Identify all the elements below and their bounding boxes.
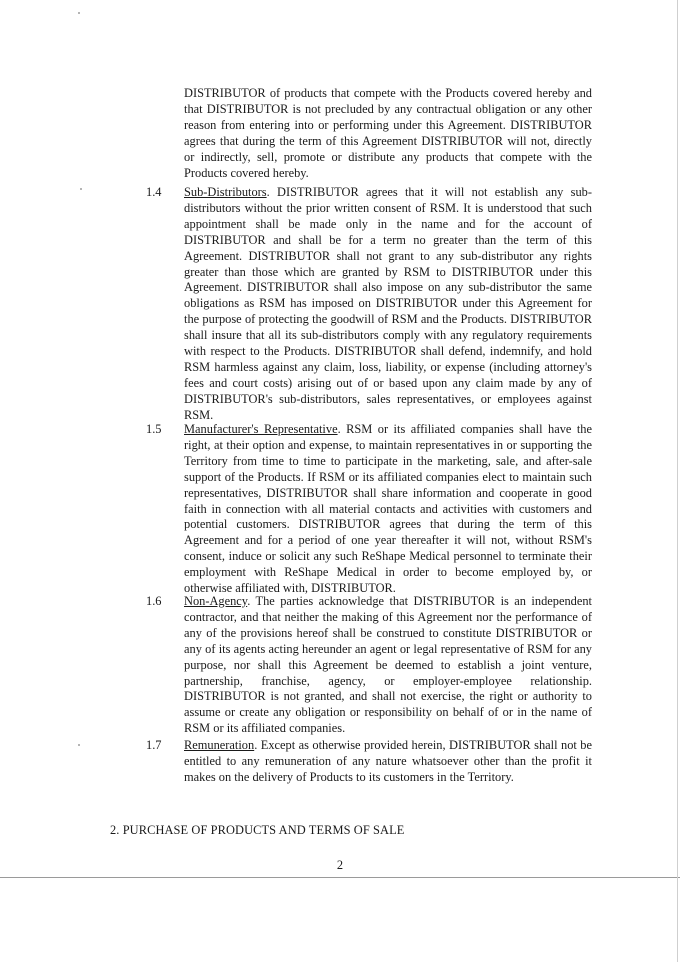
lead-paragraph: DISTRIBUTOR of products that compete with the Products covered hereby and that DISTRIBUTOR is not precluded by any contractual obligation or any other reason from entering into or performing under this Agreement. DISTRIBUTOR agrees that during the term of this Agreement DISTRIBUTOR will not, directly or indirectly, sell, promote or distribute any products that compete with the Products covered hereby. — [184, 86, 592, 180]
scan-speck — [78, 12, 80, 14]
section-body — [184, 185, 592, 424]
section-body — [184, 738, 592, 786]
section-number: 1.6 — [146, 594, 162, 608]
section-number: 1.7 — [146, 738, 162, 752]
section-text: . The parties acknowledge that DISTRIBUTOR is an independent contractor, and that neither the making of this Agreement nor the performance of any of the provisions hereof shall be construed to constitute DISTRIBUTOR or any of its agents acting hereunder an agent or legal representative of RSM for any purpose, nor shall this Agreement be deemed to establish a joint venture, partnership, franchise, agency, or employer-employee relationship. DISTRIBUTOR is not granted, and shall not exercise, the right or authority to assume or create any obligation or responsibility on behalf of or in the name of RSM or its affiliated companies. — [184, 594, 592, 736]
section-title: Manufacturer's Representative — [184, 422, 338, 436]
section-2-heading: 2. PURCHASE OF PRODUCTS AND TERMS OF SALE — [110, 823, 405, 837]
page-number: 2 — [336, 858, 344, 872]
scan-speck — [80, 188, 82, 190]
section-number: 1.5 — [146, 422, 162, 436]
section-body — [184, 422, 592, 597]
section-body — [184, 594, 592, 737]
section-text: . Except as otherwise provided herein, DISTRIBUTOR shall not be entitled to any remuneration of any nature whatsoever other than the profit it makes on the delivery of Products to its customers in the Territory. — [184, 738, 592, 784]
page-bottom-rule — [0, 877, 680, 878]
section-text: . DISTRIBUTOR agrees that it will not establish any sub-distributors without the prior written consent of RSM. It is understood that such appointment shall be made only in the name and for the account of DISTRIBUTOR and shall be for a term no greater than the term of this Agreement. DISTRIBUTOR shall not grant to any sub-distributor any rights greater than those which are granted by RSM to DISTRIBUTOR under this Agreement. DISTRIBUTOR shall also impose on any sub-distributor the same obligations as RSM has imposed on DISTRIBUTOR under this Agreement for the purpose of protecting the goodwill of RSM and the Products. DISTRIBUTOR shall insure that all its sub-distributors comply with any regulatory requirements with respect to the Products. DISTRIBUTOR shall defend, indemnify, and hold RSM harmless against any claim, loss, liability, or expense (including attorney's fees and court costs) arising out of or based upon any claim made by any of DISTRIBUTOR's sub-distributors, sales representatives, or employees against RSM. — [184, 185, 592, 422]
scan-edge-line — [677, 0, 678, 962]
section-title: Sub-Distributors — [184, 185, 267, 199]
section-title: Non-Agency — [184, 594, 248, 608]
scan-speck — [78, 744, 80, 746]
section-text: . RSM or its affiliated companies shall have the right, at their option and expense, to maintain representatives in or supporting the Territory from time to time to participate in the marketing, sale, and after-sale support of the Products. If RSM or its affiliated companies elect to maintain such representatives, DISTRIBUTOR shall share information and cooperate in good faith in connection with all material contacts and activities with customers and potential customers. DISTRIBUTOR agrees that during the term of this Agreement and for a period of one year thereafter it will not, without RSM's consent, induce or solicit any such ReShape Medical personnel to terminate their employment with ReShape Medical in order to become employed by, or otherwise affiliated with, DISTRIBUTOR. — [184, 422, 592, 596]
section-number: 1.4 — [146, 185, 162, 199]
section-title: Remuneration — [184, 738, 255, 752]
